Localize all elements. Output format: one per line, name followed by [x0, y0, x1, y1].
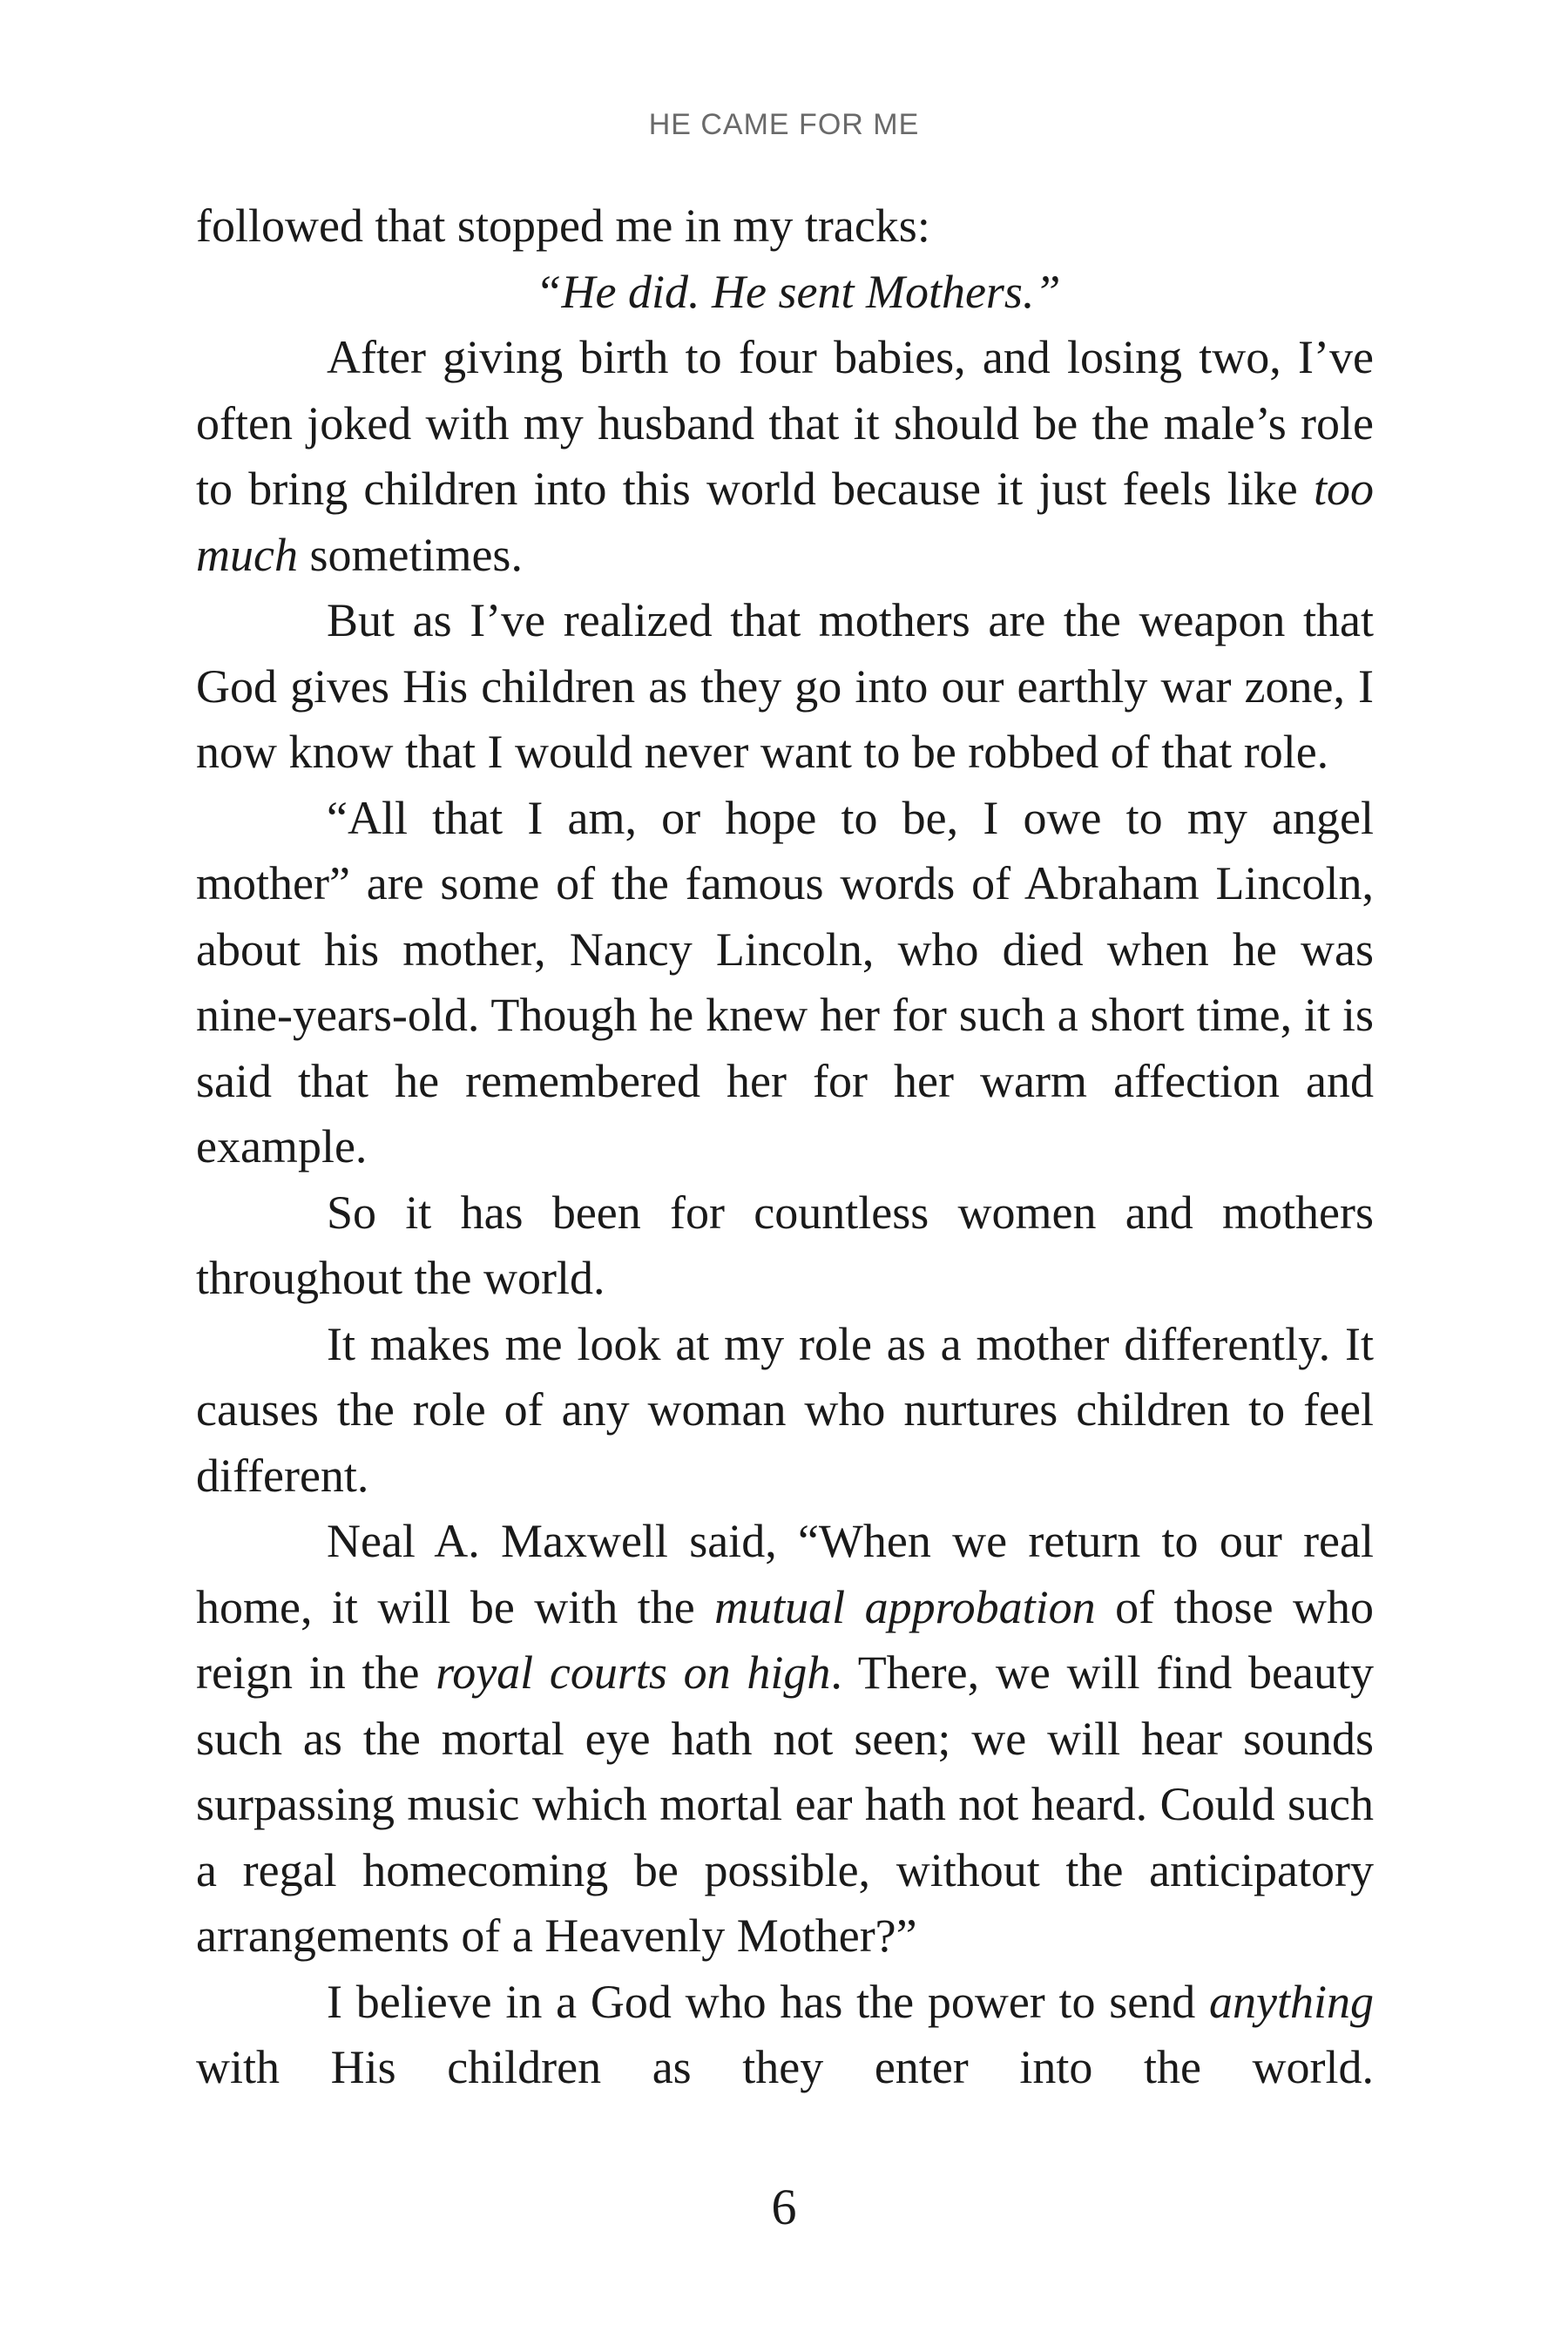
page-number: 6 [771, 2179, 797, 2235]
paragraph-7 [196, 1970, 1374, 2101]
running-head: HE CAME FOR ME [648, 108, 920, 141]
paragraph-6-text-c: . There, we will find beauty such as the mortal eye hath not seen; we will hear sounds surpassing music which mortal ear hath not heard. Could such a regal homecoming be possible, without the anticipatory arrangements of a Heavenly Mother?” [196, 1646, 1374, 1962]
paragraph-1-emphasis: too much [196, 463, 1374, 581]
paragraph-1-text: After giving birth to four babies, and losing two, I’ve often joked with my husband that it should be the male’s role to bring children into this world because it just feels like [196, 331, 1374, 515]
paragraph-1 [196, 325, 1374, 588]
paragraph-7-text-b: with His children as they enter into the world. [196, 2041, 1374, 2093]
paragraph-5: It makes me look at my role as a mother differently. It causes the role of any woman who nurtures children to feel different. [196, 1317, 1374, 1502]
paragraph-6-text-a: Neal A. Maxwell said, “When we return to our real home, it will be with the [196, 1515, 1374, 1633]
paragraph-6 [196, 1509, 1374, 1970]
paragraph-6-emphasis-1: mutual approbation [714, 1580, 1096, 1633]
paragraph-4: So it has been for countless women and mothers throughout the world. [196, 1186, 1374, 1304]
paragraph-6-emphasis-2: royal courts on high [436, 1646, 831, 1699]
paragraph-2: But as I’ve realized that mothers are the weapon that God gives His children as they go into our earthly war zone, I now know that I would never want to be robbed of that role. [196, 594, 1374, 778]
paragraph-6-text-b: of those who reign in the [196, 1580, 1374, 1699]
paragraph-1-end: sometimes. [297, 528, 523, 581]
paragraph-continued: followed that stopped me in my tracks: [196, 199, 930, 252]
page-body [196, 193, 1374, 2101]
quote-line: “He did. He sent Mothers.” [535, 265, 1061, 318]
paragraph-7-text-a: I believe in a God who has the power to send [327, 1975, 1210, 2028]
paragraph-3: “All that I am, or hope to be, I owe to my angel mother” are some of the famous words of Abraham Lincoln, about his mother, Nancy Lincoln, who died when he was nine-years-old. Though he knew her for such a short time, it is said that he remembered her for her warm affection and example. [196, 791, 1374, 1173]
paragraph-7-emphasis: anything [1209, 1975, 1374, 2028]
